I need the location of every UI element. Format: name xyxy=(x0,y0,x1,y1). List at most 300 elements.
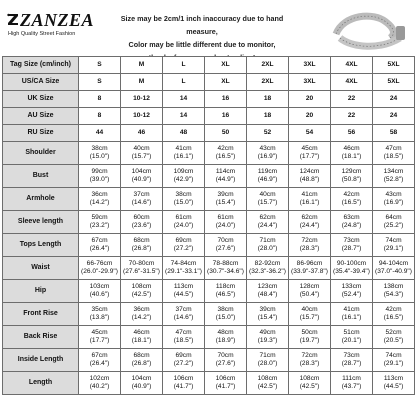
value-cm: 133cm xyxy=(341,283,362,290)
value-cm: 37cm xyxy=(133,191,150,198)
measure-cell xyxy=(121,349,163,372)
measure-cell xyxy=(289,234,331,257)
value-inch: (32.3"-36.2") xyxy=(249,268,286,275)
value-cm: 108cm xyxy=(299,375,320,382)
value-inch: (40.9") xyxy=(131,176,152,183)
value-cm: 38cm xyxy=(91,145,108,152)
value-inch: (18.9") xyxy=(215,337,236,344)
measure-row xyxy=(3,188,415,211)
value-cm: 72cm xyxy=(301,237,318,244)
value-inch: (19.3") xyxy=(257,337,278,344)
measure-cell xyxy=(289,349,331,372)
value-cm: 62cm xyxy=(259,214,276,221)
value-cm: 78-88cm xyxy=(212,260,239,267)
measure-cell xyxy=(79,188,121,211)
measure-cell xyxy=(373,349,415,372)
value-inch: (17.7") xyxy=(299,153,320,160)
value-inch: (19.7") xyxy=(299,337,320,344)
size-cell: 16 xyxy=(205,108,247,125)
value-cm: 113cm xyxy=(173,283,194,290)
measure-cell xyxy=(289,280,331,303)
value-cm: 71cm xyxy=(259,237,276,244)
size-cell: 14 xyxy=(163,91,205,108)
value-cm: 37cm xyxy=(175,306,192,313)
value-cm: 42cm xyxy=(343,191,360,198)
value-cm: 64cm xyxy=(385,214,402,221)
row-label: Waist xyxy=(3,257,79,280)
row-label: AU Size xyxy=(3,108,79,125)
value-inch: (16.5") xyxy=(341,199,362,206)
value-inch: (14.2") xyxy=(89,199,110,206)
value-inch: (42.5") xyxy=(299,383,320,390)
value-cm: 104cm xyxy=(131,168,152,175)
size-cell: 56 xyxy=(331,125,373,142)
value-inch: (23.6") xyxy=(131,222,152,229)
value-inch: (18.1") xyxy=(131,337,152,344)
value-cm: 102cm xyxy=(89,375,110,382)
value-cm: 46cm xyxy=(343,145,360,152)
size-cell: M xyxy=(121,74,163,91)
size-cell: L xyxy=(163,57,205,74)
value-cm: 38cm xyxy=(175,191,192,198)
value-inch: (40.9") xyxy=(131,383,152,390)
measure-cell xyxy=(331,142,373,165)
measure-cell xyxy=(205,257,247,280)
value-cm: 45cm xyxy=(301,145,318,152)
value-inch: (27.6"-31.5") xyxy=(123,268,160,275)
row-label: Hip xyxy=(3,280,79,303)
value-cm: 129cm xyxy=(341,168,362,175)
value-inch: (41.7") xyxy=(173,383,194,390)
measure-cell xyxy=(247,349,289,372)
value-cm: 128cm xyxy=(299,283,320,290)
size-cell: 8 xyxy=(79,91,121,108)
value-cm: 43cm xyxy=(259,145,276,152)
measure-cell xyxy=(373,234,415,257)
measure-cell xyxy=(331,372,373,395)
size-cell: S xyxy=(79,74,121,91)
measure-cell xyxy=(79,326,121,349)
measure-cell xyxy=(289,211,331,234)
value-inch: (20.5") xyxy=(383,337,404,344)
value-cm: 108cm xyxy=(131,283,152,290)
size-cell: XL xyxy=(205,57,247,74)
measure-cell xyxy=(331,211,373,234)
value-cm: 119cm xyxy=(257,168,278,175)
measure-cell xyxy=(163,303,205,326)
value-inch: (15.7") xyxy=(299,314,320,321)
value-cm: 70-80cm xyxy=(128,260,155,267)
value-inch: (46.5") xyxy=(215,291,236,298)
measure-cell xyxy=(331,234,373,257)
measure-cell xyxy=(163,165,205,188)
value-cm: 47cm xyxy=(385,145,402,152)
measure-cell xyxy=(373,142,415,165)
value-inch: (15.4") xyxy=(257,314,278,321)
value-inch: (16.9") xyxy=(383,199,404,206)
measure-cell xyxy=(289,326,331,349)
measure-cell xyxy=(205,165,247,188)
value-inch: (14.6") xyxy=(173,314,194,321)
value-cm: 68cm xyxy=(133,352,150,359)
row-label: Inside Length xyxy=(3,349,79,372)
value-cm: 106cm xyxy=(173,375,194,382)
measure-cell xyxy=(373,303,415,326)
value-inch: (33.9"-37.8") xyxy=(291,268,328,275)
size-cell: 48 xyxy=(163,125,205,142)
value-inch: (28.7") xyxy=(341,360,362,367)
value-inch: (48.4") xyxy=(257,291,278,298)
value-inch: (24.4") xyxy=(299,222,320,229)
row-label: Sleeve length xyxy=(3,211,79,234)
value-inch: (28.0") xyxy=(257,245,278,252)
value-cm: 52cm xyxy=(385,329,402,336)
measure-cell xyxy=(121,234,163,257)
value-cm: 68cm xyxy=(133,237,150,244)
value-cm: 73cm xyxy=(343,352,360,359)
value-cm: 61cm xyxy=(175,214,192,221)
measure-cell xyxy=(163,188,205,211)
measure-cell xyxy=(247,257,289,280)
size-cell: 14 xyxy=(163,108,205,125)
value-inch: (28.3") xyxy=(299,360,320,367)
measure-cell xyxy=(331,188,373,211)
value-cm: 59cm xyxy=(91,214,108,221)
size-cell: 3XL xyxy=(289,57,331,74)
value-inch: (35.4"-39.4") xyxy=(333,268,370,275)
value-inch: (27.2") xyxy=(173,245,194,252)
size-cell: 2XL xyxy=(247,74,289,91)
measure-cell xyxy=(205,326,247,349)
value-inch: (50.4") xyxy=(299,291,320,298)
value-cm: 113cm xyxy=(383,375,404,382)
size-cell: 44 xyxy=(79,125,121,142)
measure-cell xyxy=(121,257,163,280)
row-label: Back Rise xyxy=(3,326,79,349)
value-inch: (54.3") xyxy=(383,291,404,298)
value-inch: (14.6") xyxy=(131,199,152,206)
value-cm: 99cm xyxy=(91,168,108,175)
measure-cell xyxy=(247,280,289,303)
measure-cell xyxy=(289,188,331,211)
measure-row xyxy=(3,303,415,326)
value-cm: 123cm xyxy=(257,283,278,290)
measure-cell xyxy=(289,257,331,280)
value-cm: 71cm xyxy=(259,352,276,359)
measure-cell xyxy=(373,165,415,188)
measure-cell xyxy=(331,257,373,280)
value-cm: 45cm xyxy=(91,329,108,336)
value-inch: (24.0") xyxy=(215,222,236,229)
value-cm: 108cm xyxy=(257,375,278,382)
value-inch: (18.1") xyxy=(341,153,362,160)
value-cm: 36cm xyxy=(133,306,150,313)
brand-name: ZANZEA xyxy=(20,10,95,30)
size-cell: 8 xyxy=(79,108,121,125)
value-cm: 48cm xyxy=(217,329,234,336)
value-inch: (26.4") xyxy=(89,245,110,252)
value-cm: 90-100cm xyxy=(336,260,367,267)
value-inch: (27.6") xyxy=(215,245,236,252)
measure-cell xyxy=(247,234,289,257)
measure-cell xyxy=(79,211,121,234)
measure-cell xyxy=(205,211,247,234)
measure-cell xyxy=(163,257,205,280)
value-inch: (50.8") xyxy=(341,176,362,183)
value-cm: 41cm xyxy=(343,306,360,313)
value-inch: (18.5") xyxy=(383,153,404,160)
measure-cell xyxy=(79,372,121,395)
notice-line-2: Color may be little different due to monitor, xyxy=(128,40,276,49)
value-inch: (44.5") xyxy=(383,383,404,390)
row-label: RU Size xyxy=(3,125,79,142)
size-row xyxy=(3,57,415,74)
measure-row xyxy=(3,211,415,234)
measure-cell xyxy=(79,142,121,165)
measure-cell xyxy=(163,349,205,372)
value-cm: 69cm xyxy=(175,352,192,359)
value-inch: (24.0") xyxy=(173,222,194,229)
value-cm: 50cm xyxy=(301,329,318,336)
measure-row xyxy=(3,326,415,349)
measure-row xyxy=(3,372,415,395)
measure-cell xyxy=(289,142,331,165)
value-inch: (46.9") xyxy=(257,176,278,183)
value-inch: (18.5") xyxy=(173,337,194,344)
size-cell: 10-12 xyxy=(121,108,163,125)
brand-tagline: High Quality Street Fashion xyxy=(8,31,76,37)
value-inch: (28.7") xyxy=(341,245,362,252)
value-inch: (40.2") xyxy=(89,383,110,390)
measure-cell xyxy=(205,188,247,211)
size-cell: 24 xyxy=(373,108,415,125)
value-cm: 61cm xyxy=(217,214,234,221)
value-cm: 109cm xyxy=(173,168,194,175)
measure-cell xyxy=(289,165,331,188)
value-cm: 41cm xyxy=(175,145,192,152)
value-inch: (29.1") xyxy=(383,245,404,252)
measure-row xyxy=(3,280,415,303)
size-row xyxy=(3,125,415,142)
value-cm: 67cm xyxy=(91,352,108,359)
value-inch: (20.1") xyxy=(341,337,362,344)
measure-cell xyxy=(163,142,205,165)
measure-cell xyxy=(373,211,415,234)
header xyxy=(0,0,416,56)
value-inch: (27.2") xyxy=(173,360,194,367)
value-inch: (42.9") xyxy=(173,176,194,183)
size-row xyxy=(3,108,415,125)
value-cm: 47cm xyxy=(175,329,192,336)
measure-cell xyxy=(247,303,289,326)
value-inch: (16.1") xyxy=(299,199,320,206)
row-label: UK Size xyxy=(3,91,79,108)
value-inch: (52.4") xyxy=(341,291,362,298)
row-label: Armhole xyxy=(3,188,79,211)
value-cm: 138cm xyxy=(383,283,404,290)
size-cell: XL xyxy=(205,74,247,91)
measure-cell xyxy=(373,372,415,395)
size-cell: 58 xyxy=(373,125,415,142)
value-cm: 118cm xyxy=(215,283,236,290)
row-label: Tag Size (cm/inch) xyxy=(3,57,79,74)
measure-cell xyxy=(121,303,163,326)
measure-cell xyxy=(373,257,415,280)
value-inch: (41.7") xyxy=(215,383,236,390)
value-cm: 94-104cm xyxy=(378,260,409,267)
value-cm: 72cm xyxy=(301,352,318,359)
value-cm: 86-96cm xyxy=(296,260,323,267)
measure-cell xyxy=(205,349,247,372)
measure-cell xyxy=(121,211,163,234)
value-inch: (39.0") xyxy=(89,176,110,183)
size-cell: 46 xyxy=(121,125,163,142)
size-cell: 18 xyxy=(247,108,289,125)
measure-cell xyxy=(79,349,121,372)
measure-cell xyxy=(79,280,121,303)
size-cell: L xyxy=(163,74,205,91)
size-cell: 4XL xyxy=(331,74,373,91)
size-row xyxy=(3,91,415,108)
size-cell: 24 xyxy=(373,91,415,108)
value-inch: (40.6") xyxy=(89,291,110,298)
value-inch: (44.9") xyxy=(215,176,236,183)
value-inch: (52.8") xyxy=(383,176,404,183)
value-inch: (29.1"-33.1") xyxy=(165,268,202,275)
measure-row xyxy=(3,165,415,188)
value-inch: (15.0") xyxy=(215,314,236,321)
size-cell: 52 xyxy=(247,125,289,142)
size-cell: 2XL xyxy=(247,57,289,74)
row-label: Length xyxy=(3,372,79,395)
size-chart-table xyxy=(2,56,415,395)
value-inch: (15.0") xyxy=(89,153,110,160)
value-inch: (26.0"-29.9") xyxy=(81,268,118,275)
size-cell: 50 xyxy=(205,125,247,142)
value-inch: (29.1") xyxy=(383,360,404,367)
size-row xyxy=(3,74,415,91)
measure-row xyxy=(3,142,415,165)
size-cell: 20 xyxy=(289,91,331,108)
value-inch: (42.5") xyxy=(257,383,278,390)
measure-row xyxy=(3,257,415,280)
measure-cell xyxy=(331,165,373,188)
measure-cell xyxy=(79,257,121,280)
measure-cell xyxy=(205,372,247,395)
row-label: US/CA Size xyxy=(3,74,79,91)
value-cm: 62cm xyxy=(301,214,318,221)
size-cell: S xyxy=(79,57,121,74)
value-cm: 74cm xyxy=(385,352,402,359)
measure-row xyxy=(3,234,415,257)
measure-cell xyxy=(121,165,163,188)
value-cm: 43cm xyxy=(385,191,402,198)
value-cm: 39cm xyxy=(217,191,234,198)
measure-cell xyxy=(205,303,247,326)
measure-cell xyxy=(163,280,205,303)
value-cm: 103cm xyxy=(89,283,110,290)
value-cm: 69cm xyxy=(175,237,192,244)
size-cell: 16 xyxy=(205,91,247,108)
value-cm: 35cm xyxy=(91,306,108,313)
measure-cell xyxy=(79,234,121,257)
measure-cell xyxy=(247,211,289,234)
value-cm: 60cm xyxy=(133,214,150,221)
measure-cell xyxy=(331,280,373,303)
value-cm: 70cm xyxy=(217,237,234,244)
value-inch: (13.8") xyxy=(89,314,110,321)
value-cm: 66-76cm xyxy=(86,260,113,267)
value-inch: (24.8") xyxy=(341,222,362,229)
value-inch: (48.8") xyxy=(299,176,320,183)
value-inch: (30.7"-34.6") xyxy=(207,268,244,275)
value-cm: 67cm xyxy=(91,237,108,244)
value-cm: 63cm xyxy=(343,214,360,221)
value-cm: 36cm xyxy=(91,191,108,198)
measure-cell xyxy=(247,326,289,349)
measure-cell xyxy=(247,165,289,188)
size-cell: 5XL xyxy=(373,57,415,74)
measure-cell xyxy=(163,372,205,395)
measure-cell xyxy=(373,326,415,349)
value-inch: (14.2") xyxy=(131,314,152,321)
notice-line-1: Size may be 2cm/1 inch inaccuracy due to hand measure, xyxy=(120,14,284,36)
value-cm: 51cm xyxy=(343,329,360,336)
size-cell: 3XL xyxy=(289,74,331,91)
measure-cell xyxy=(121,188,163,211)
measure-cell xyxy=(247,188,289,211)
value-inch: (26.8") xyxy=(131,360,152,367)
value-inch: (26.8") xyxy=(131,245,152,252)
value-inch: (25.2") xyxy=(383,222,404,229)
row-label: Tops Length xyxy=(3,234,79,257)
row-label: Shoulder xyxy=(3,142,79,165)
value-inch: (27.6") xyxy=(215,360,236,367)
measure-cell xyxy=(205,234,247,257)
value-inch: (24.4") xyxy=(257,222,278,229)
size-cell: 10-12 xyxy=(121,91,163,108)
value-inch: (42.5") xyxy=(131,291,152,298)
size-cell: 22 xyxy=(331,108,373,125)
value-inch: (37.0"-40.9") xyxy=(375,268,412,275)
value-inch: (15.4") xyxy=(215,199,236,206)
measure-cell xyxy=(121,372,163,395)
size-cell: 54 xyxy=(289,125,331,142)
measure-cell xyxy=(373,188,415,211)
value-cm: 39cm xyxy=(259,306,276,313)
size-cell: M xyxy=(121,57,163,74)
value-inch: (16.9") xyxy=(257,153,278,160)
measure-cell xyxy=(373,280,415,303)
measure-cell xyxy=(247,142,289,165)
value-cm: 74-84cm xyxy=(170,260,197,267)
value-inch: (16.5") xyxy=(383,314,404,321)
measure-cell xyxy=(247,372,289,395)
zanzea-logo-mark-icon xyxy=(6,12,20,26)
value-cm: 42cm xyxy=(217,145,234,152)
value-cm: 41cm xyxy=(301,191,318,198)
measure-cell xyxy=(79,165,121,188)
value-cm: 104cm xyxy=(131,375,152,382)
row-label: Front Rise xyxy=(3,303,79,326)
size-cell: 20 xyxy=(289,108,331,125)
value-cm: 106cm xyxy=(215,375,236,382)
value-inch: (15.7") xyxy=(131,153,152,160)
value-cm: 40cm xyxy=(259,191,276,198)
measure-cell xyxy=(205,280,247,303)
value-inch: (15.0") xyxy=(173,199,194,206)
size-cell: 5XL xyxy=(373,74,415,91)
